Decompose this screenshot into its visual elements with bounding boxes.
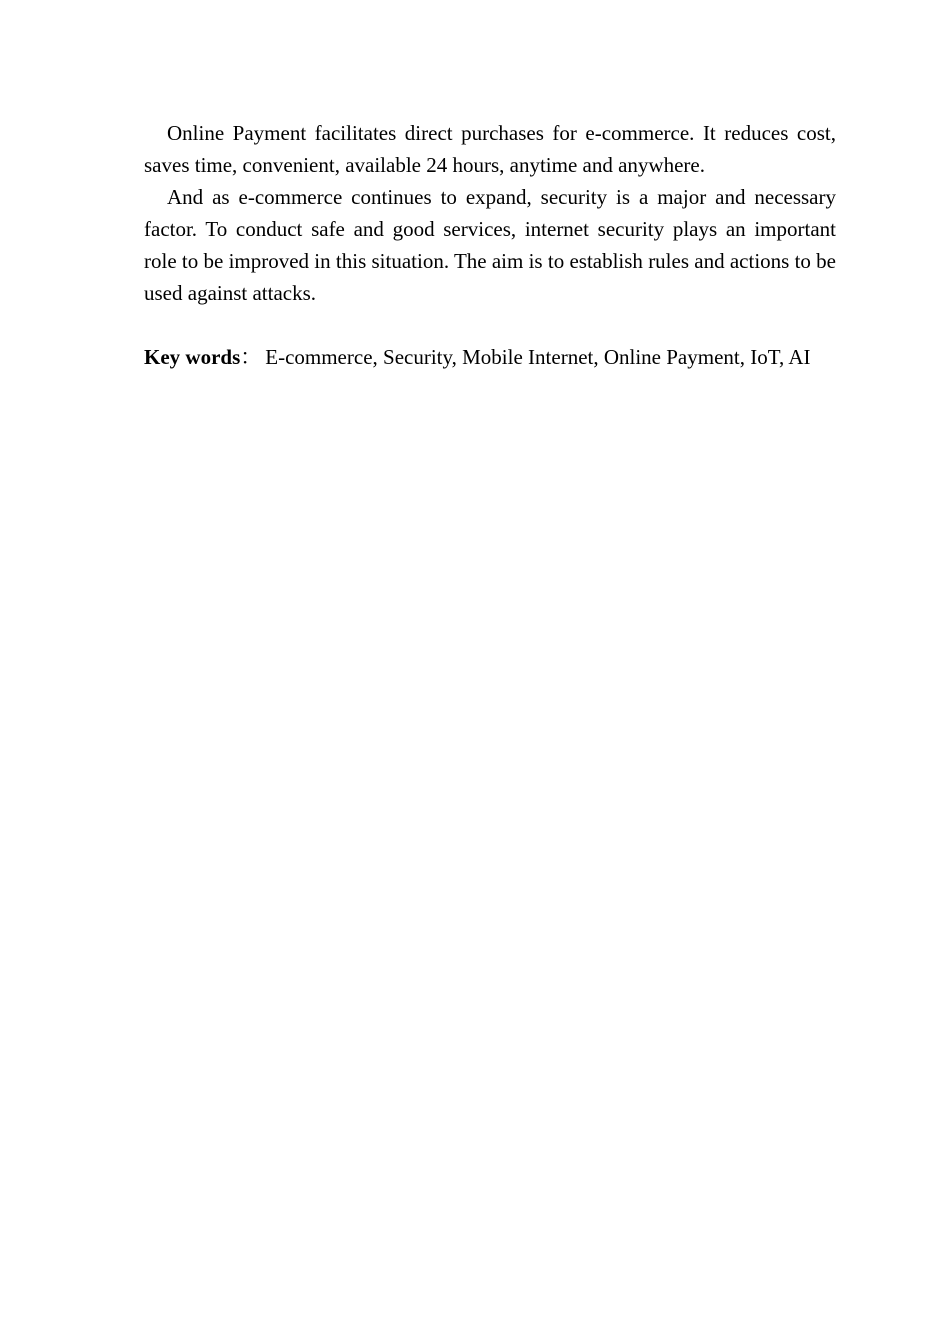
keywords-label: Key words — [144, 345, 241, 369]
keywords-text: E-commerce, Security, Mobile Internet, Online Payment, IoT, AI — [265, 345, 811, 369]
document-page — [144, 117, 836, 373]
keywords-line — [144, 341, 836, 373]
keywords-separator: ： — [240, 345, 262, 369]
abstract-paragraph-2: And as e-commerce continues to expand, security is a major and necessary factor. To conduct safe and good services, internet security plays an important role to be improved in this situation. The aim is to establish rules and actions to be used against attacks. — [144, 185, 836, 305]
abstract-paragraph-1: Online Payment facilitates direct purchases for e-commerce. It reduces cost, saves time, convenient, available 24 hours, anytime and anywhere. — [144, 121, 836, 177]
